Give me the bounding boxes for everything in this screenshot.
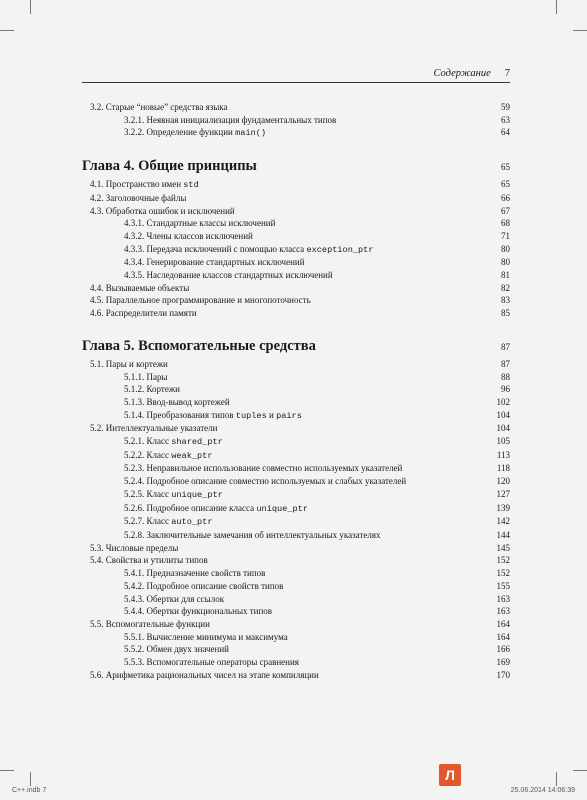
entry-page-number: 64 [501, 127, 510, 138]
toc-subsection-entry[interactable] [82, 269, 510, 282]
entry-title [124, 656, 299, 669]
entry-page-number: 80 [501, 257, 510, 268]
entry-title [124, 567, 265, 580]
entry-page-number: 67 [501, 205, 510, 216]
entry-title-text: 5.2.7. Класс [124, 516, 172, 527]
entry-title-text: 4.3.3. Передача исключений с помощью класса [124, 243, 307, 254]
entry-title-text: 5.1.3. Ввод-вывод кортежей [124, 396, 230, 407]
entry-title-text: 5.2. Интеллектуальные указатели [90, 423, 218, 434]
toc-subsection-entry[interactable] [82, 593, 510, 606]
entry-page-number: 118 [496, 463, 510, 474]
entry-code-term: weak_ptr [171, 450, 213, 461]
entry-page-number: 164 [496, 631, 510, 642]
entry-title-text: 4.3.4. Генерирование стандартных исключений [124, 257, 305, 268]
entry-title [124, 502, 308, 516]
entry-page-number: 105 [496, 436, 510, 447]
entry-title [124, 580, 283, 593]
entry-title [124, 593, 224, 606]
entry-title [124, 643, 229, 656]
running-head-title: Содержание [433, 68, 491, 79]
entry-title-text: 5.1.4. Преобразования типов [124, 409, 236, 420]
entry-title [124, 230, 253, 243]
entry-title [90, 669, 319, 682]
entry-title [90, 294, 311, 307]
entry-page-number: 144 [496, 529, 510, 540]
entry-title-text: 5.6. Арифметика рациональных чисел на этапе компиляции [90, 669, 319, 680]
toc-subsection-entry[interactable] [82, 230, 510, 243]
entry-title [90, 422, 217, 435]
entry-title-text: 5.4.3. Обертки для ссылок [124, 593, 225, 604]
crop-mark [0, 30, 14, 31]
entry-page-number: 163 [496, 593, 510, 604]
entry-code-term: std [183, 180, 199, 191]
toc-subsection-entry[interactable] [82, 656, 510, 669]
entry-code-term: unique_ptr [171, 489, 223, 500]
entry-title-text: 4.4. Вызываемые объекты [90, 282, 190, 293]
toc-section-entry[interactable] [82, 618, 510, 631]
toc-section-entry[interactable] [82, 669, 510, 682]
toc-page [82, 68, 510, 681]
toc-subsection-entry[interactable] [82, 217, 510, 230]
chapter-page: 65 [501, 162, 510, 173]
toc-section-entry[interactable] [82, 101, 510, 114]
toc-section-entry[interactable] [82, 542, 510, 555]
entry-page-number: 63 [501, 114, 510, 125]
toc-subsection-entry[interactable] [82, 256, 510, 269]
toc-section-entry[interactable] [82, 192, 510, 205]
entry-title-text: 5.1.2. Кортежи [124, 384, 180, 395]
entry-title [124, 515, 213, 529]
entry-title-text: 5.4.4. Обертки функциональных типов [124, 606, 273, 617]
publisher-logo-icon: Л [439, 764, 461, 786]
entry-code-term: shared_ptr [171, 437, 223, 448]
entry-page-number: 59 [501, 102, 510, 112]
entry-title [124, 605, 272, 618]
entry-title [124, 243, 373, 257]
entry-title-text: 5.2.5. Класс [124, 488, 172, 499]
entry-title [90, 192, 186, 205]
toc-subsection-entry[interactable] [82, 435, 510, 449]
entry-title-text: 5.1. Пары и кортежи [90, 358, 168, 369]
entry-title-text: 4.3.1. Стандартные классы исключений [124, 218, 276, 229]
entry-page-number: 80 [501, 243, 510, 254]
entry-title [124, 449, 213, 463]
entry-page-number: 82 [501, 282, 510, 293]
entry-code-term: pairs [276, 410, 302, 421]
chapter-title: Глава 4. Общие принципы [82, 158, 257, 175]
toc-subsection-entry[interactable] [82, 462, 510, 475]
toc-subsection-entry[interactable] [82, 643, 510, 656]
chapter-page: 87 [501, 341, 510, 352]
entry-title [124, 462, 402, 475]
entry-page-number: 120 [496, 476, 510, 487]
entry-title-text: 5.3. Числовые пределы [90, 542, 179, 553]
entry-title-text: 4.1. Пространство имен [90, 179, 184, 190]
crop-mark [556, 0, 557, 14]
toc-subsection-entry[interactable] [82, 580, 510, 593]
entry-page-number: 152 [496, 555, 510, 566]
entry-title [124, 114, 336, 127]
toc-section-entry[interactable] [82, 282, 510, 295]
footer-timestamp: 25.06.2014 14:06:39 [510, 787, 575, 794]
entry-title [124, 488, 223, 502]
entry-title [124, 435, 223, 449]
entry-title [90, 282, 189, 295]
toc-section-continued [82, 101, 510, 140]
toc-subsection-entry[interactable] [82, 631, 510, 644]
toc-section-entry[interactable] [82, 178, 510, 192]
entry-title [90, 101, 228, 114]
entry-code-term: exception_ptr [306, 244, 374, 255]
entry-page-number: 164 [496, 618, 510, 629]
toc-subsection-entry[interactable] [82, 114, 510, 127]
toc-subsection-entry[interactable] [82, 515, 510, 529]
entry-title-text: 4.2. Заголовочные файлы [90, 192, 187, 203]
entry-title-text: 4.3.5. Наследование классов стандартных исключений [124, 270, 333, 281]
entry-title-text: 4.6. Распределители памяти [90, 308, 197, 319]
entry-page-number: 81 [501, 270, 510, 281]
entry-page-number: 139 [496, 502, 510, 513]
entry-title-text: 5.4.2. Подробное описание свойств типов [124, 580, 284, 591]
running-head-page-number: 7 [504, 68, 510, 79]
chapter-title: Глава 5. Вспомогательные средства [82, 337, 316, 354]
entry-title-text: 5.2.2. Класс [124, 449, 172, 460]
entry-title-text: 5.2.6. Подробное описание класса [124, 502, 257, 513]
entry-title [124, 383, 180, 396]
entry-title [90, 618, 210, 631]
entry-page-number: 113 [496, 449, 510, 460]
entry-title-text: 5.2.4. Подробное описание совместно используемых и слабых указателей [124, 476, 407, 487]
toc-subsection-entry[interactable] [82, 383, 510, 396]
crop-mark [30, 0, 31, 14]
entry-code-term: tuples [235, 410, 267, 421]
entry-title-text: 3.2. Старые “новые” средства языка [90, 102, 228, 112]
toc-subsection-entry[interactable] [82, 449, 510, 463]
toc-subsection-entry[interactable] [82, 488, 510, 502]
toc-subsection-entry[interactable] [82, 529, 510, 542]
entry-page-number: 88 [501, 371, 510, 382]
entry-code-term: main() [235, 128, 267, 139]
entry-title [90, 205, 235, 218]
entry-page-number: 145 [496, 542, 510, 553]
entry-title-text: 5.5.3. Вспомогательные операторы сравнения [124, 657, 299, 668]
entry-code-term: unique_ptr [256, 503, 308, 514]
chapter-entries [82, 358, 510, 682]
entry-title-text: 5.5.1. Вычисление минимума и максимума [124, 631, 288, 642]
entry-page-number: 169 [496, 657, 510, 668]
entry-page-number: 83 [501, 295, 510, 306]
toc-subsection-entry[interactable] [82, 243, 510, 257]
toc-subsection-entry[interactable] [82, 502, 510, 516]
entry-page-number: 96 [501, 384, 510, 395]
entry-title-text: и [266, 409, 277, 420]
toc-subsection-entry[interactable] [82, 605, 510, 618]
entry-code-term: auto_ptr [171, 517, 213, 528]
toc-section-entry[interactable] [82, 554, 510, 567]
entry-page-number: 170 [496, 669, 510, 680]
entry-title [124, 529, 381, 542]
crop-mark [573, 30, 587, 31]
entry-page-number: 87 [501, 358, 510, 369]
entry-page-number: 163 [496, 606, 510, 617]
entry-title-text: 5.4.1. Предназначение свойств типов [124, 568, 266, 579]
entry-title [124, 371, 168, 384]
print-footer [0, 780, 587, 800]
toc-section-entry[interactable] [82, 294, 510, 307]
entry-title-text: 4.3.2. Члены классов исключений [124, 230, 253, 241]
entry-page-number: 142 [496, 516, 510, 527]
toc-subsection-entry[interactable] [82, 475, 510, 488]
entry-page-number: 65 [501, 179, 510, 190]
toc-section-entry[interactable] [82, 422, 510, 435]
entry-title [124, 396, 230, 409]
crop-mark [0, 770, 14, 771]
entry-page-number: 85 [501, 308, 510, 319]
entry-page-number: 68 [501, 218, 510, 229]
entry-title [90, 554, 208, 567]
entry-page-number: 127 [496, 488, 510, 499]
entry-title [124, 475, 406, 488]
entry-title [90, 358, 168, 371]
entry-title [90, 307, 197, 320]
entry-page-number: 71 [501, 230, 510, 241]
entry-page-number: 104 [496, 423, 510, 434]
entry-title [90, 178, 199, 192]
entry-title-text: 5.5. Вспомогательные функции [90, 618, 210, 629]
entry-page-number: 152 [496, 568, 510, 579]
entry-title [90, 542, 178, 555]
entry-title-text: 4.5. Параллельное программирование и многопоточность [90, 295, 311, 306]
toc-section-entry[interactable] [82, 358, 510, 371]
toc-subsection-entry[interactable] [82, 126, 510, 140]
crop-mark [573, 770, 587, 771]
entry-page-number: 166 [496, 644, 510, 655]
entry-title [124, 217, 275, 230]
entry-page-number: 104 [496, 409, 510, 420]
entry-title [124, 631, 288, 644]
entry-title-text: 3.2.2. Определение функции [124, 127, 236, 138]
entry-title-text: 4.3. Обработка ошибок и исключений [90, 205, 235, 216]
toc-section-entry[interactable] [82, 307, 510, 320]
entry-title [124, 409, 302, 423]
entry-title-text: 5.2.3. Неправильное использование совместно используемых указателей [124, 463, 403, 474]
chapter-entries [82, 178, 510, 320]
entry-title-text: 5.2.1. Класс [124, 436, 172, 447]
entry-title-text: 5.5.2. Обмен двух значений [124, 644, 229, 655]
entry-title-text: 5.4. Свойства и утилиты типов [90, 555, 208, 566]
toc-subsection-entry[interactable] [82, 371, 510, 384]
footer-file-name: C++.indb 7 [12, 787, 47, 794]
entry-page-number: 102 [496, 396, 510, 407]
toc-subsection-entry[interactable] [82, 409, 510, 423]
entry-page-number: 66 [501, 192, 510, 203]
chapter-heading[interactable] [82, 337, 510, 356]
toc-section-entry[interactable] [82, 205, 510, 218]
entry-title [124, 256, 305, 269]
entry-title-text: 3.2.1. Неявная инициализация фундаментальных типов [124, 114, 337, 125]
toc-subsection-entry[interactable] [82, 396, 510, 409]
toc-subsection-entry[interactable] [82, 567, 510, 580]
running-head [82, 68, 510, 83]
entry-title [124, 126, 266, 140]
entry-page-number: 155 [496, 580, 510, 591]
chapter-heading[interactable] [82, 157, 510, 176]
entry-title-text: 5.2.8. Заключительные замечания об интеллектуальных указателях [124, 529, 381, 540]
entry-title-text: 5.1.1. Пары [124, 371, 168, 382]
entry-title [124, 269, 333, 282]
